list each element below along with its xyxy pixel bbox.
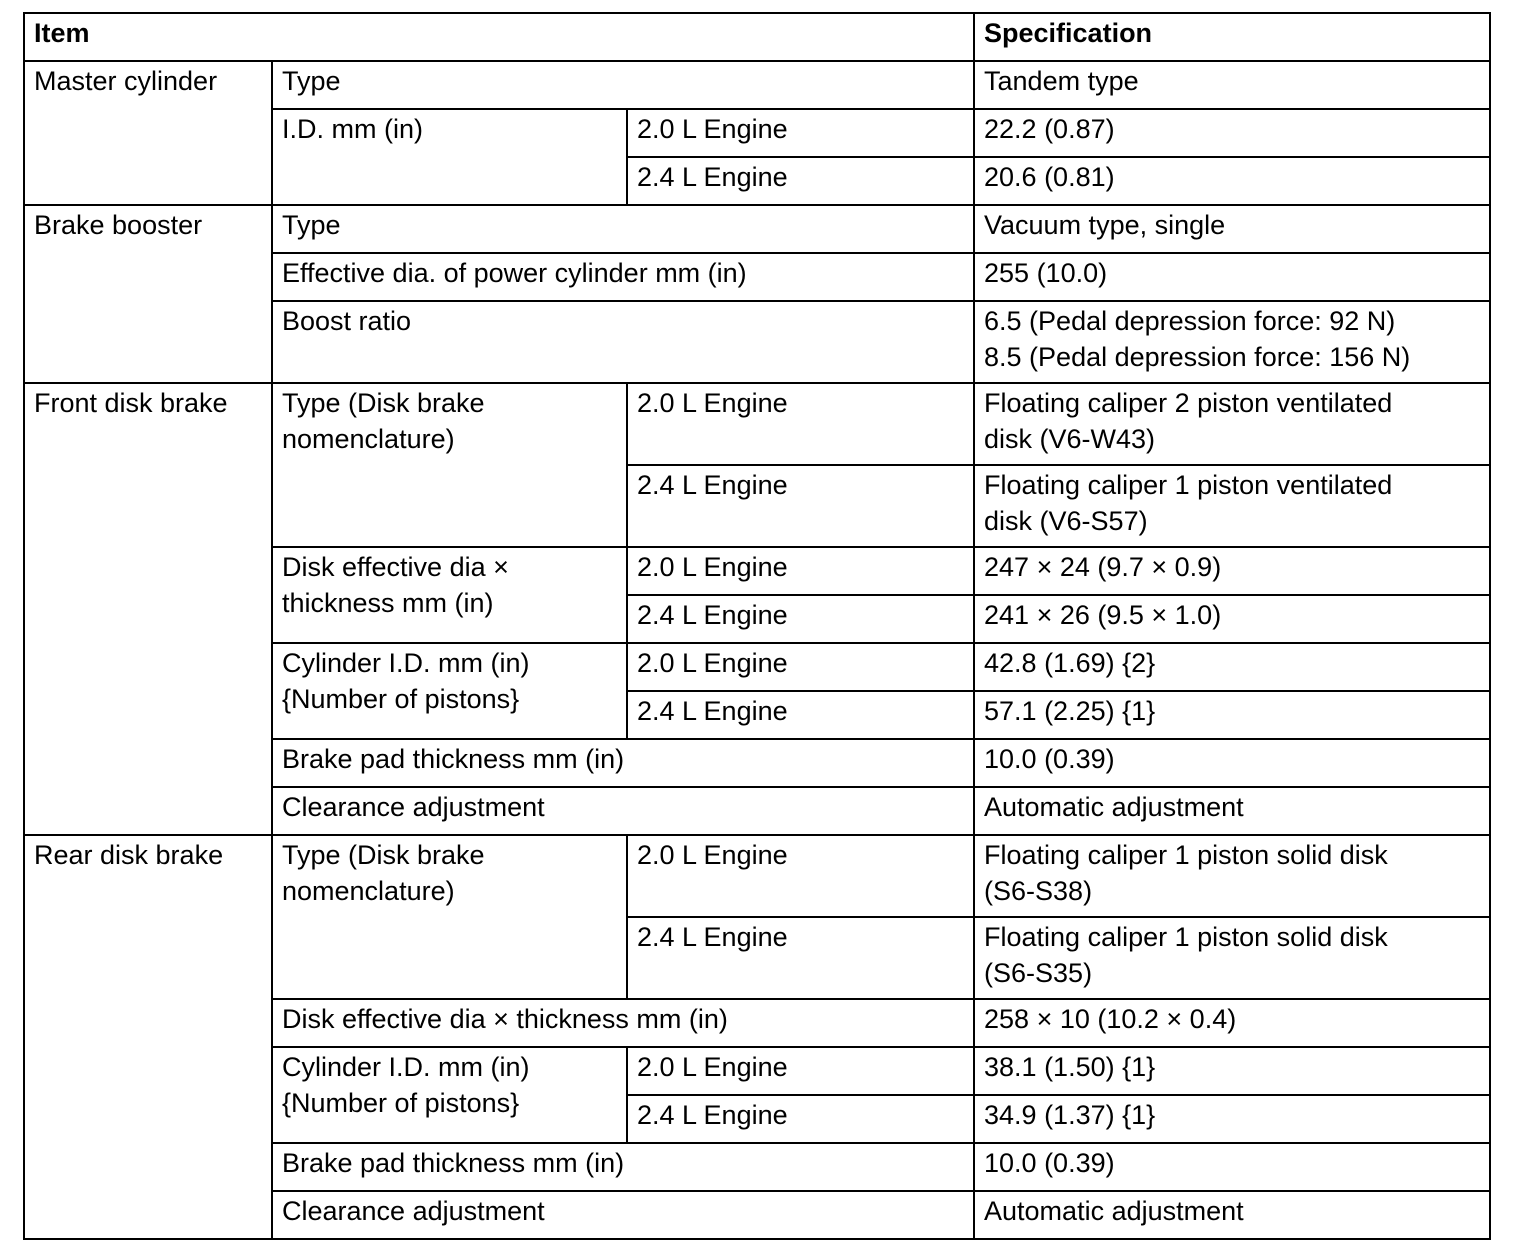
rear-cyl-label [272, 1047, 627, 1143]
rear-clearance-label: Clearance adjustment [272, 1191, 974, 1239]
table-row [24, 61, 1490, 109]
engine-label: 2.4 L Engine [627, 691, 974, 739]
master-cylinder-id-24-value: 20.6 (0.81) [974, 157, 1490, 205]
rear-pad-value: 10.0 (0.39) [974, 1143, 1490, 1191]
brake-booster-type-label: Type [272, 205, 974, 253]
header-specification: Specification [974, 13, 1490, 61]
master-cylinder-id-20-value: 22.2 (0.87) [974, 109, 1490, 157]
front-cyl-20-value: 42.8 (1.69) {2} [974, 643, 1490, 691]
rear-cyl-24-value: 34.9 (1.37) {1} [974, 1095, 1490, 1143]
rear-cyl-label-line-2: {Number of pistons} [282, 1088, 520, 1118]
table-row [24, 205, 1490, 253]
front-type-24-line-1: Floating caliper 1 piston ventilated [984, 470, 1393, 500]
front-disk-label-line-2: thickness mm (in) [282, 588, 494, 618]
front-disk-label-line-1: Disk effective dia × [282, 552, 509, 582]
rear-type-label-line-2: nomenclature) [282, 876, 455, 906]
front-type-20-line-2: disk (V6-W43) [984, 424, 1156, 454]
rear-cyl-label-line-1: Cylinder I.D. mm (in) [282, 1052, 530, 1082]
rear-type-20-line-2: (S6-S38) [984, 876, 1093, 906]
master-cylinder-type-label: Type [272, 61, 974, 109]
brake-specification-table [23, 12, 1491, 1240]
front-disk-brake-label: Front disk brake [24, 383, 272, 835]
rear-type-20-line-1: Floating caliper 1 piston solid disk [984, 840, 1388, 870]
rear-type-label [272, 835, 627, 999]
rear-type-24-line-1: Floating caliper 1 piston solid disk [984, 922, 1388, 952]
front-pad-label: Brake pad thickness mm (in) [272, 739, 974, 787]
rear-type-20-value [974, 835, 1490, 917]
engine-label: 2.0 L Engine [627, 1047, 974, 1095]
brake-booster-label: Brake booster [24, 205, 272, 383]
engine-label: 2.4 L Engine [627, 157, 974, 205]
engine-label: 2.4 L Engine [627, 1095, 974, 1143]
engine-label: 2.4 L Engine [627, 595, 974, 643]
rear-type-label-line-1: Type (Disk brake [282, 840, 485, 870]
brake-booster-effective-dia-label: Effective dia. of power cylinder mm (in) [272, 253, 974, 301]
rear-disk-label: Disk effective dia × thickness mm (in) [272, 999, 974, 1047]
engine-label: 2.4 L Engine [627, 917, 974, 999]
header-item: Item [24, 13, 974, 61]
engine-label: 2.0 L Engine [627, 643, 974, 691]
front-type-20-value [974, 383, 1490, 465]
front-pad-value: 10.0 (0.39) [974, 739, 1490, 787]
front-type-label-line-1: Type (Disk brake [282, 388, 485, 418]
brake-booster-effective-dia-value: 255 (10.0) [974, 253, 1490, 301]
front-disk-20-value: 247 × 24 (9.7 × 0.9) [974, 547, 1490, 595]
front-cyl-label-line-2: {Number of pistons} [282, 684, 520, 714]
table-row [24, 835, 1490, 917]
rear-type-24-line-2: (S6-S35) [984, 958, 1093, 988]
front-cyl-label [272, 643, 627, 739]
master-cylinder-type-value: Tandem type [974, 61, 1490, 109]
engine-label: 2.4 L Engine [627, 465, 974, 547]
master-cylinder-label: Master cylinder [24, 61, 272, 205]
front-cyl-label-line-1: Cylinder I.D. mm (in) [282, 648, 530, 678]
front-type-label-line-2: nomenclature) [282, 424, 455, 454]
engine-label: 2.0 L Engine [627, 109, 974, 157]
rear-clearance-value: Automatic adjustment [974, 1191, 1490, 1239]
front-cyl-24-value: 57.1 (2.25) {1} [974, 691, 1490, 739]
rear-type-24-value [974, 917, 1490, 999]
front-clearance-value: Automatic adjustment [974, 787, 1490, 835]
front-clearance-label: Clearance adjustment [272, 787, 974, 835]
boost-ratio-line-1: 6.5 (Pedal depression force: 92 N) [984, 306, 1396, 336]
brake-booster-boost-ratio-value [974, 301, 1490, 383]
table-header-row [24, 13, 1490, 61]
engine-label: 2.0 L Engine [627, 547, 974, 595]
engine-label: 2.0 L Engine [627, 835, 974, 917]
front-disk-24-value: 241 × 26 (9.5 × 1.0) [974, 595, 1490, 643]
front-type-24-value [974, 465, 1490, 547]
master-cylinder-id-label: I.D. mm (in) [272, 109, 627, 205]
rear-disk-brake-label: Rear disk brake [24, 835, 272, 1239]
brake-booster-boost-ratio-label: Boost ratio [272, 301, 974, 383]
front-type-24-line-2: disk (V6-S57) [984, 506, 1148, 536]
rear-cyl-20-value: 38.1 (1.50) {1} [974, 1047, 1490, 1095]
front-type-20-line-1: Floating caliper 2 piston ventilated [984, 388, 1393, 418]
brake-booster-type-value: Vacuum type, single [974, 205, 1490, 253]
front-disk-label [272, 547, 627, 643]
rear-pad-label: Brake pad thickness mm (in) [272, 1143, 974, 1191]
front-type-label [272, 383, 627, 547]
boost-ratio-line-2: 8.5 (Pedal depression force: 156 N) [984, 342, 1411, 372]
rear-disk-value: 258 × 10 (10.2 × 0.4) [974, 999, 1490, 1047]
table-row [24, 383, 1490, 465]
engine-label: 2.0 L Engine [627, 383, 974, 465]
